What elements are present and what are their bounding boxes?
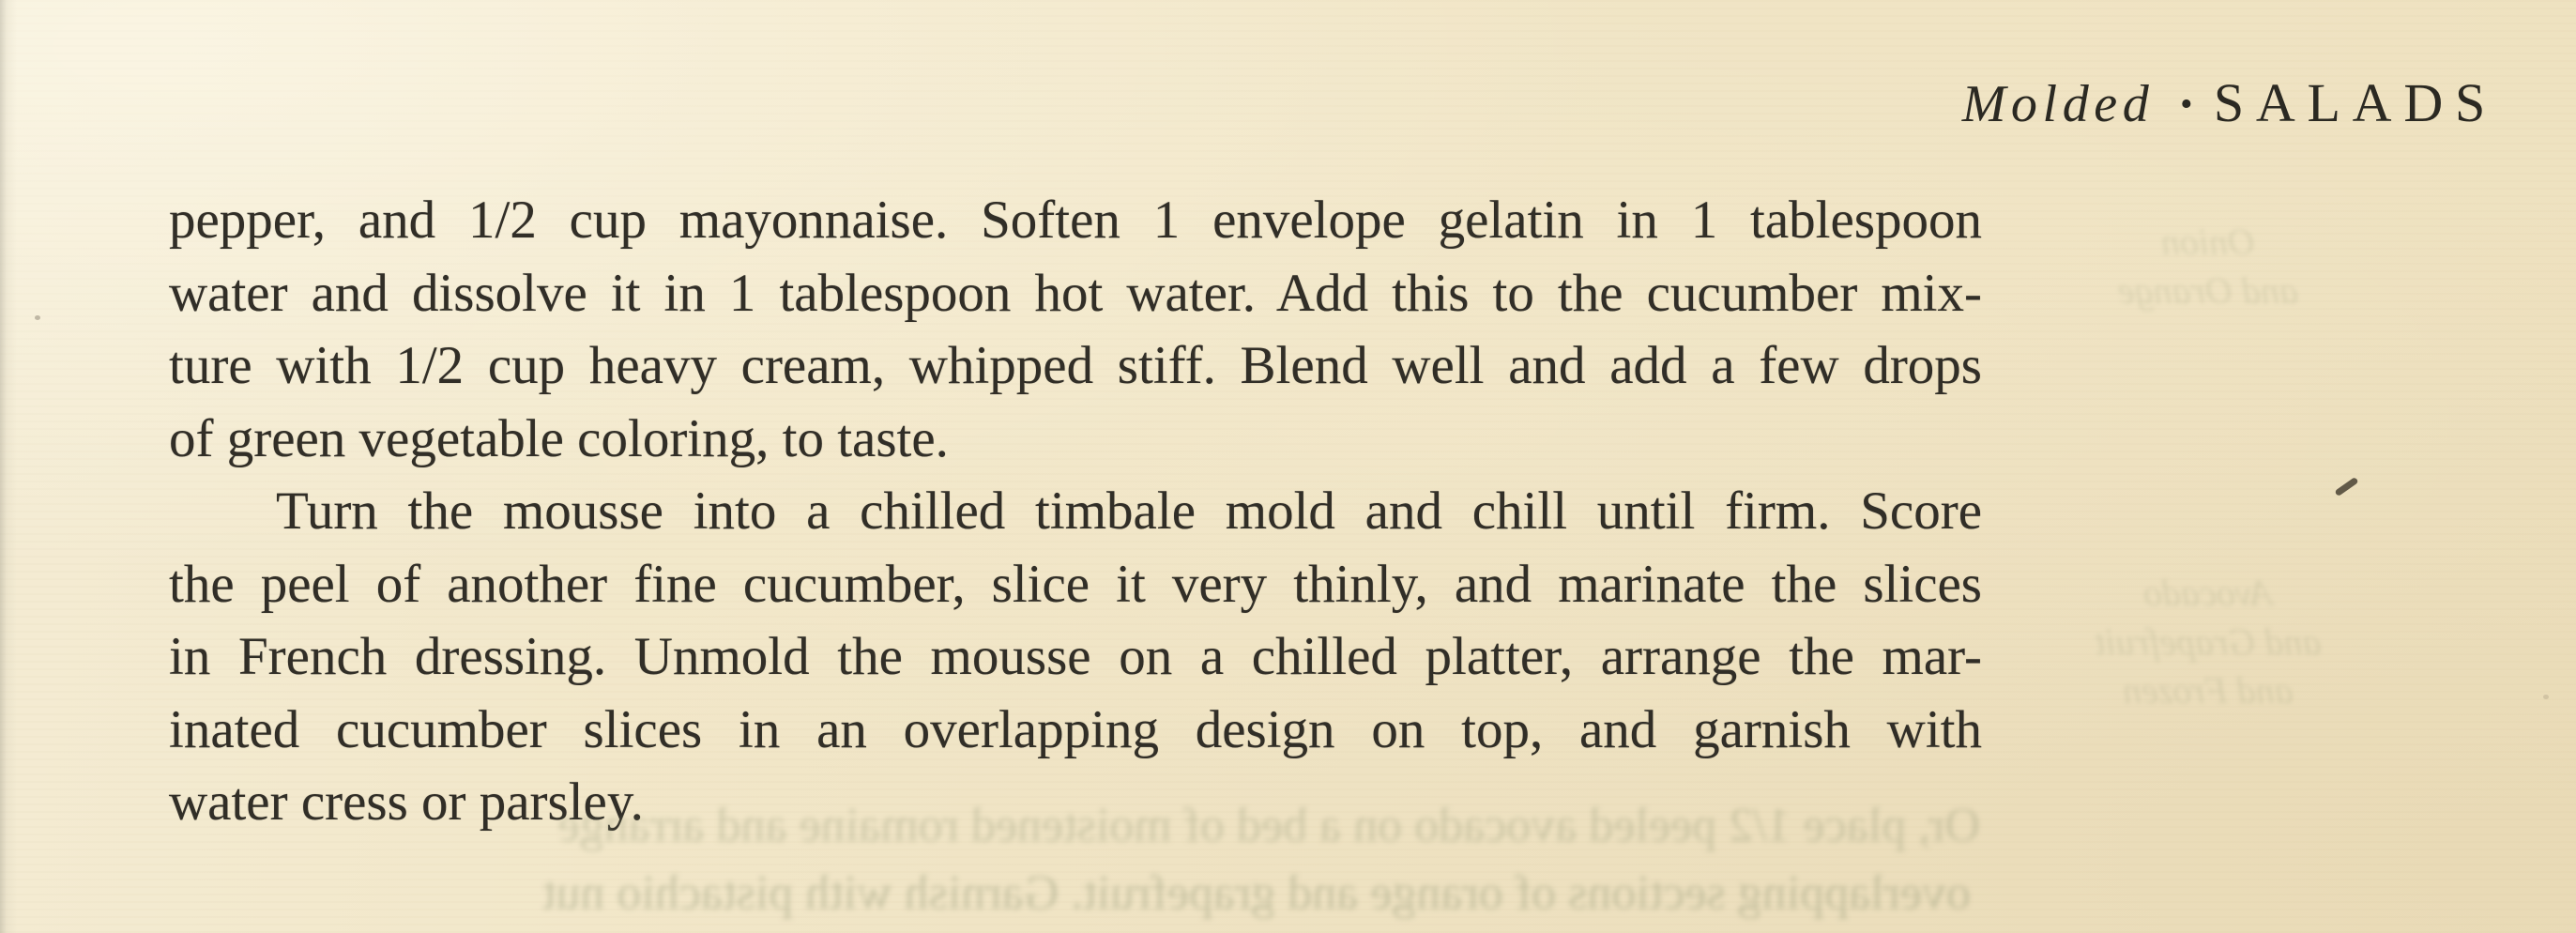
body-line: pepper, and 1/2 cup mayonnaise. Soften 1 envelope gelatin in 1 tablespoon bbox=[169, 191, 1982, 250]
page-edge-shadow bbox=[0, 0, 17, 933]
body-line: Turn the mousse into a chilled timbale mold and chill until firm. Score bbox=[276, 482, 1982, 541]
paper-speck bbox=[35, 315, 40, 320]
ghost-text-line: Or, place 1/2 peeled avocado on a bed of moistened romaine and arrange bbox=[557, 799, 1980, 852]
running-head bbox=[1962, 71, 2497, 134]
body-line: of green vegetable coloring, to taste. bbox=[169, 408, 949, 468]
ghost-text-line: and Frozen bbox=[2123, 669, 2294, 711]
ghost-margin-heading-top bbox=[2100, 218, 2316, 315]
running-head-section-caps: SALADS bbox=[2213, 72, 2497, 133]
ghost-text-line: Avocado bbox=[2143, 572, 2273, 614]
body-line: inated cucumber slices in an overlapping design on top, and garnish with bbox=[169, 699, 1982, 759]
ghost-text-line: Onion bbox=[2161, 221, 2255, 263]
paper-speck bbox=[2543, 695, 2549, 699]
ink-speck bbox=[2334, 477, 2358, 497]
ghost-text-line: overlapping sections of orange and grapefruit. Garnish with pistachio nut bbox=[541, 866, 1971, 920]
ghost-text-line: and Orange bbox=[2117, 269, 2299, 312]
ghost-text-line: and Grapefruit bbox=[2095, 620, 2322, 663]
body-line: water and dissolve it in 1 tablespoon hot water. Add this to the cucumber mix- bbox=[169, 263, 1982, 323]
body-line: ture with 1/2 cup heavy cream, whipped stiff. Blend well and add a few drops bbox=[169, 336, 1982, 395]
ghost-margin-heading-mid bbox=[2091, 569, 2325, 715]
recipe-body-text bbox=[169, 184, 1982, 839]
body-line: the peel of another fine cucumber, slice it very thinly, and marinate the slices bbox=[169, 554, 1982, 614]
running-head-section-italic: Molded bbox=[1961, 75, 2155, 133]
running-head-separator-dot: · bbox=[2177, 75, 2196, 133]
body-line: in French dressing. Unmold the mousse on a chilled platter, arrange the mar- bbox=[169, 627, 1982, 686]
body-line: water cress or parsley. bbox=[169, 772, 644, 832]
